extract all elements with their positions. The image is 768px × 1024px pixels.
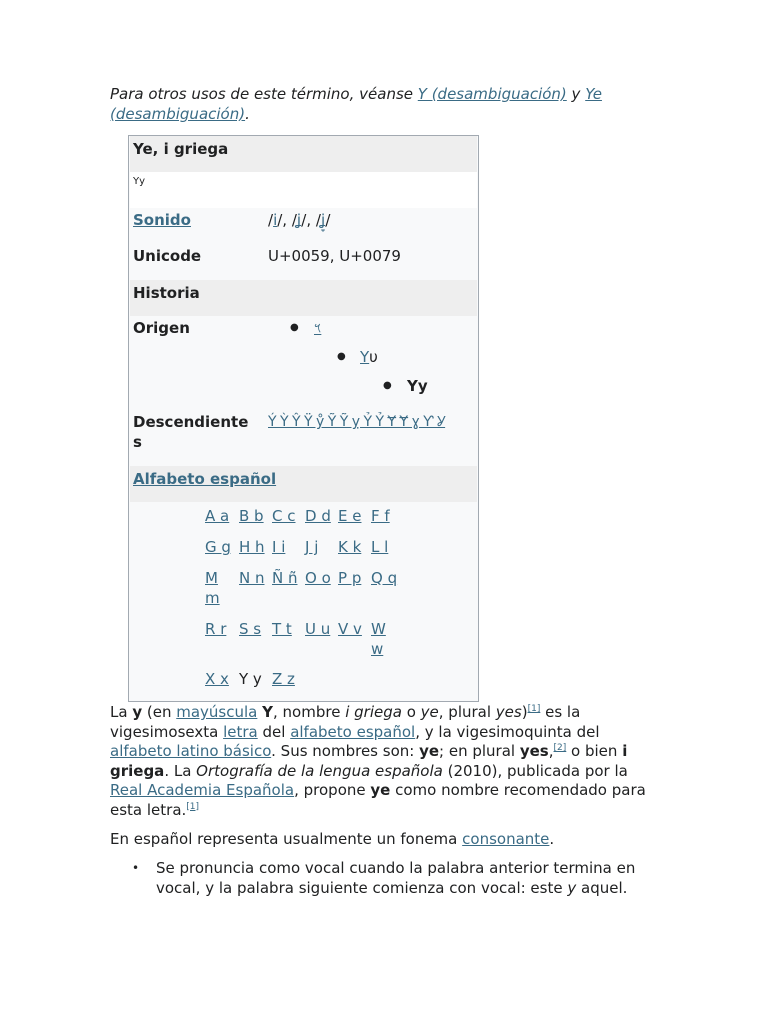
unicode-label: Unicode (133, 247, 202, 265)
reference-2-link[interactable]: [2] (553, 743, 567, 753)
text-run: ) (521, 703, 528, 721)
hatnote-prefix: Para otros usos de este término, véanse (110, 85, 418, 103)
letter-q-link[interactable]: Q q (371, 569, 398, 587)
letter-enye-link[interactable]: Ñ ñ (272, 569, 298, 587)
italic-run: ye (420, 703, 439, 721)
sonido-slash: / (325, 211, 331, 229)
phoneme-j-approx-link[interactable]: ʝ̞ (320, 211, 326, 229)
letter-m-link[interactable]: M m (205, 569, 220, 607)
letter-t-link[interactable]: T t (272, 620, 292, 638)
descendientes-links[interactable]: Ý Ỳ Ŷ Ÿ ẙ Ỹ Ỹ ỵ Ỷ Ỷ Ɏ Ɏ ɣ Ƴ Ỿ (268, 414, 446, 430)
text-run: (2010), publicada por la (442, 761, 628, 780)
bullet-icon: ● (290, 322, 299, 333)
text-run: o bien (566, 742, 623, 760)
hatnote-suffix: . (245, 105, 250, 123)
text-run: , plural (438, 703, 496, 721)
origin-greek-item (360, 347, 378, 367)
text-run: La (110, 703, 133, 721)
alfabeto-espanol-text-link[interactable]: alfabeto español (290, 722, 416, 741)
bold-run: i griega (110, 742, 628, 780)
letter-r-link[interactable]: R r (205, 620, 227, 638)
text-run: Se pronuncia como vocal cuando la palabra anterior termina en vocal, y la palabra siguiente comienza con vocal: este (156, 859, 636, 897)
sonido-value (268, 210, 330, 230)
text-run: . La (164, 761, 197, 780)
unicode-row (130, 244, 477, 280)
bold-run: ye (419, 742, 440, 760)
text-run: . (549, 830, 555, 848)
letter-h-link[interactable]: H h (239, 538, 265, 556)
infobox-glyph-row (130, 172, 477, 208)
bold-run: yes (519, 742, 549, 760)
descendientes-label: Descendientes (133, 413, 249, 451)
text-run: , propone (294, 781, 371, 799)
phoneme-paragraph (110, 830, 658, 850)
bold-run: Y (262, 703, 274, 721)
origen-row (130, 316, 477, 408)
text-run: ; en plural (439, 742, 520, 760)
origin-latin-yy: Yy (407, 377, 428, 395)
letter-g-link[interactable]: G g (205, 538, 231, 556)
sonido-sep: /, / (277, 211, 297, 229)
unicode-value: U+0059, U+0079 (268, 247, 401, 265)
bullet-icon: • (132, 861, 140, 875)
alfabeto-latino-link[interactable]: alfabeto latino básico (110, 742, 272, 760)
text-run: , nombre (273, 703, 346, 721)
letter-f-link[interactable]: F f (371, 507, 390, 525)
letter-o-link[interactable]: O o (305, 569, 331, 587)
phoneme-i-link[interactable]: i (273, 211, 278, 229)
letter-d-link[interactable]: D d (305, 507, 331, 525)
letter-c-link[interactable]: C c (272, 507, 296, 525)
consonante-link[interactable]: consonante (462, 830, 550, 848)
italic-run: i griega (345, 703, 402, 721)
letter-z-link[interactable]: Z z (272, 670, 295, 688)
infobox-title: Ye, i griega (133, 140, 229, 158)
ye-disambiguation-link[interactable]: Ye (desambiguación) (110, 85, 602, 123)
text-run: es la vigesimosexta (110, 703, 581, 741)
italic-run: y (567, 879, 577, 897)
origen-label: Origen (133, 319, 190, 337)
origin-phoenician-link[interactable]: 𐤅 (314, 319, 322, 337)
letter-b-link[interactable]: B b (239, 507, 264, 525)
reference-1-link[interactable]: [1] (186, 801, 200, 812)
text-run: , (548, 742, 554, 760)
bold-run: y (132, 703, 143, 721)
intro-paragraph (110, 703, 658, 820)
text-run: como nombre recomendado para esta letra. (110, 781, 646, 819)
letter-infobox (128, 135, 479, 702)
sonido-slash: / (268, 211, 274, 229)
alfabeto-header (130, 466, 477, 502)
letter-w-link[interactable]: W w (371, 620, 386, 658)
reference-1-link[interactable]: [1] (527, 704, 541, 714)
phoneme-j-link[interactable]: ʝ (296, 211, 302, 229)
sonido-label[interactable]: Sonido (133, 211, 191, 229)
rae-link[interactable]: Real Academia Española (110, 781, 295, 799)
letter-j-link[interactable]: J j (305, 538, 319, 556)
letter-x-link[interactable]: X x (205, 670, 229, 688)
historia-label: Historia (133, 284, 200, 302)
descendientes-row (130, 408, 477, 466)
letter-n-link[interactable]: N n (239, 569, 265, 587)
sonido-row (130, 208, 477, 244)
text-run: del (257, 722, 291, 741)
disambiguation-hatnote (110, 84, 650, 124)
letter-u-link[interactable]: U u (305, 620, 331, 638)
letter-k-link[interactable]: K k (338, 538, 362, 556)
infobox-glyph-caption: Yy (133, 176, 146, 187)
bullet-icon: ● (337, 351, 346, 362)
list-item (156, 858, 656, 898)
letter-i-link[interactable]: I i (272, 538, 286, 556)
text-run: En español representa usualmente un fonema (110, 830, 463, 848)
text-run: , y la vigesimoquinta del (415, 722, 600, 741)
origin-greek-link[interactable]: Y (360, 348, 370, 366)
text-run: . Sus nombres son: (271, 742, 420, 760)
text-run: o (401, 703, 421, 721)
letra-link[interactable]: letra (223, 722, 258, 741)
italic-run: yes (495, 703, 522, 721)
bullet-icon: ● (383, 380, 392, 391)
letter-a-link[interactable]: A a (205, 507, 230, 525)
letter-l-link[interactable]: L l (371, 538, 389, 556)
letter-y-current: Y y (239, 670, 262, 688)
mayuscula-link[interactable]: mayúscula (176, 703, 258, 721)
y-disambiguation-link[interactable]: Y (desambiguación) (417, 85, 567, 103)
text-run: (en (142, 703, 177, 721)
sonido-sep: /, / (301, 211, 321, 229)
italic-run: Ortografía de la lengua española (196, 761, 443, 780)
letter-e-link[interactable]: E e (338, 507, 362, 525)
letter-v-link[interactable]: V v (338, 620, 362, 638)
letter-s-link[interactable]: S s (239, 620, 262, 638)
bold-run: ye (370, 781, 391, 799)
historia-header (130, 280, 477, 316)
hatnote-mid: y (566, 85, 586, 103)
infobox-title-row (130, 136, 477, 172)
alfabeto-espanol-link[interactable]: Alfabeto español (133, 470, 277, 488)
text-run: aquel. (576, 879, 628, 897)
letter-p-link[interactable]: P p (338, 569, 362, 587)
origin-upsilon: υ (369, 348, 378, 366)
